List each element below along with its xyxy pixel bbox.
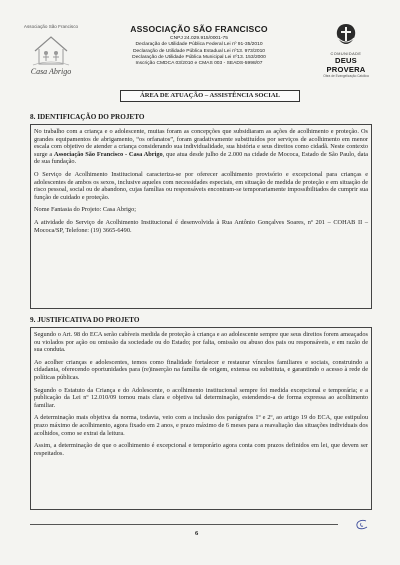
logo-left-caption: Associação São Francisco xyxy=(23,24,79,29)
section-9-paragraph-5: Assim, a determinação de que o acolhimento é excepcional e temporário agora conta com prazos definidos em lei, que devem ser respeitados. xyxy=(34,442,368,457)
section-9-title: 9. JUSTIFICATIVA DO PROJETO xyxy=(30,316,140,324)
handwritten-initials-icon xyxy=(352,518,372,532)
org-name-bold: Associação São Francisco - Casa Abrigo xyxy=(54,150,163,158)
section-9-paragraph-3: Segundo o Estatuto da Criança e do Adolescente, o acolhimento institucional sempre foi medida excepcional e temporária; e a publicação da Lei nº 12.010/09 tornou mais clara e objetiva tal determinação, estendendo-a de forma expressa ao acolhimento familiar. xyxy=(34,386,368,409)
registration-line: Inscrição CMDCA 03/2010 e CMAS 003 - SEADS-5998/07 xyxy=(135,61,263,67)
section-8-paragraph-2: O Serviço de Acolhimento Institucional caracteriza-se por oferecer acolhimento provisório e excepcional para crianças e adolescentes de ambos os sexos, inclusive aqueles com necessidades especiais, em situação de medida de proteção e em situação de risco pessoal, social ou de abandono, cujas famílias ou responsáveis encontram-se temporariamente impossibilitados de cumprir sua função de cuidado e proteção. xyxy=(34,170,368,201)
registration-line: Declaração de Utilidade Pública Federal Lei nº 91-35/2010 xyxy=(135,42,263,48)
letterhead xyxy=(88,24,310,67)
section-8-title: 8. IDENTIFICAÇÃO DO PROJETO xyxy=(30,113,145,121)
section-8-paragraph-1: No trabalho com a criança e o adolescente, muitas foram as concepções que subsidiaram as ações de acolhimento e proteção. Os grandes equipamentos de abrigamento, “os orfanatos”, foram gradativamente substituídos por serviços de acolhimento em menor escala com objetivo de atender a criança considerando sua individualidade, sua história e seus direitos como cidadã. Neste contexto surge a Associação São Francisco - Casa Abrigo, que atua desde julho de 2.000 na cidade de Mococa, Estado de São Paulo, data de sua fundação. xyxy=(34,128,369,166)
section-8-paragraph-4: A atividade do Serviço de Acolhimento Institucional é desenvolvida à Rua Antônio Gonçalves Soares, nº 201 – COHAB II – Mococa/SP, Telefone: (19) 3665-6490. xyxy=(34,218,368,234)
footer-rule xyxy=(30,524,338,525)
logo-right-tag: Obra de Evangelização Católica xyxy=(323,74,369,78)
logo-left-name: Casa Abrigo xyxy=(30,67,72,76)
casa-abrigo-logo-icon xyxy=(31,31,71,67)
section-8-paragraph-3: Nome Fantasia do Projeto: Casa Abrigo; xyxy=(34,206,136,214)
logo-right-name: DEUS PROVERA xyxy=(326,56,366,74)
page-number: 6 xyxy=(195,530,199,537)
deus-provera-logo-icon xyxy=(333,22,359,46)
area-bar: ÁREA DE ATUAÇÃO – ASSISTÊNCIA SOCIAL xyxy=(120,90,300,102)
registration-line: Declaração de Utilidade Pública Estadual Lei nº13. 973/2010 xyxy=(132,48,266,54)
org-name: ASSOCIAÇÃO SÃO FRANCISCO xyxy=(130,24,268,34)
logo-right-top: COMUNIDADE xyxy=(330,52,362,56)
section-9-box xyxy=(30,327,372,510)
registration-line: Declaração de Utilidade Pública Municipal Lei nº13. 153/2000 xyxy=(132,54,266,60)
section-9-paragraph-1: Segundo o Art. 98 do ECA serão cabíveis medida de proteção à criança e ao adolescente sempre que seus direitos forem ameaçados ou violados por ação ou omissão da sociedade ou do Estado; por falta, omissão ou abuso dos pais ou responsáveis, e em razão de sua conduta. xyxy=(34,331,368,354)
section-9-paragraph-4: A determinação mais objetiva da norma, todavia, veio com a inclusão dos parágrafos 1º e 2º, ao artigo 19 do ECA, que estipulou prazo máximo de acolhimento, agora fixado em 2 anos, e prazo máximo de 6 meses para a reavaliação das situações individuais dos acolhidos, como se extrai da leitura. xyxy=(34,414,368,437)
deus-provera-logo xyxy=(316,22,376,78)
casa-abrigo-logo xyxy=(18,24,84,80)
registration-line: CNPJ 24.029.915/0001-75 xyxy=(170,36,228,41)
section-9-paragraph-2: Ao acolher crianças e adolescentes, temos como finalidade fortalecer e restaurar vínculos familiares e sociais, construindo a cidadania, oferecendo oportunidades para (re)inserção na família de origem, extensa ou substituta, e garantindo o acesso à rede de políticas públicas. xyxy=(34,358,368,381)
section-8-box xyxy=(30,124,372,309)
